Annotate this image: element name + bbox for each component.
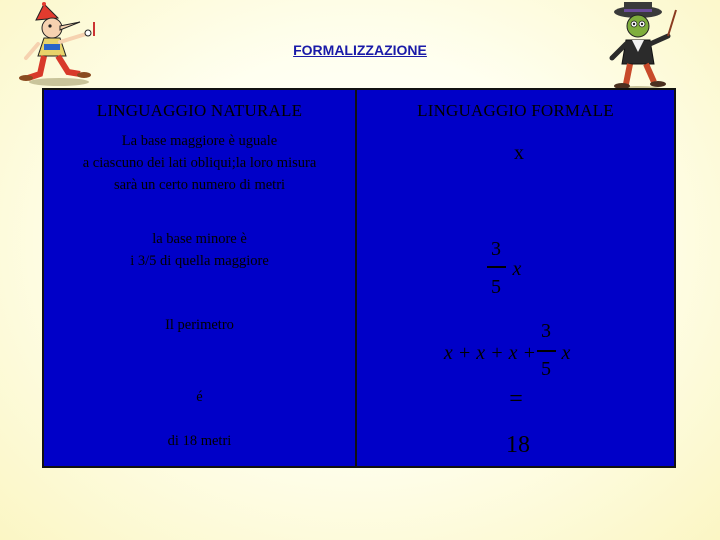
- column-divider: [355, 90, 357, 466]
- row3-natural-text: Il perimetro: [165, 317, 234, 333]
- formalization-table: [42, 88, 676, 468]
- row1-natural-line3: sarà un certo numero di metri: [113, 177, 286, 193]
- row5-natural-text: di 18 metri: [167, 433, 232, 449]
- row3-formal-sum: x + x + x +: [443, 342, 536, 364]
- row1-natural-line2: a ciascuno dei lati obliqui;la loro misura: [82, 155, 317, 171]
- row2-natural-text: [44, 228, 355, 272]
- row2-fraction-bar: [487, 266, 506, 268]
- row1-natural-line1: La base maggiore è uguale: [121, 133, 278, 149]
- row2-natural-line1: la base minore è: [152, 231, 247, 247]
- row2-variable-x: x: [512, 258, 522, 280]
- row4-natural-text: é: [196, 389, 203, 405]
- row3-fraction-bar: [537, 350, 556, 352]
- row1-natural-text: [44, 130, 355, 196]
- row1-formal-x: x: [514, 142, 524, 164]
- page-title: FORMALIZZAZIONE: [293, 42, 427, 58]
- row5-formal-value: 18: [506, 432, 530, 458]
- row2-natural-line2: i 3/5 di quella maggiore: [130, 253, 269, 269]
- header-formal-language: LINGUAGGIO FORMALE: [417, 101, 614, 120]
- row4-formal-equals: =: [509, 386, 523, 412]
- header-natural-language: LINGUAGGIO NATURALE: [96, 101, 303, 120]
- row3-fraction-numerator: 3: [541, 320, 551, 342]
- row2-fraction-numerator: 3: [491, 238, 501, 260]
- row2-fraction-denominator: 5: [491, 276, 501, 298]
- row3-variable-x: x: [561, 342, 571, 364]
- row3-fraction-denominator: 5: [541, 358, 551, 380]
